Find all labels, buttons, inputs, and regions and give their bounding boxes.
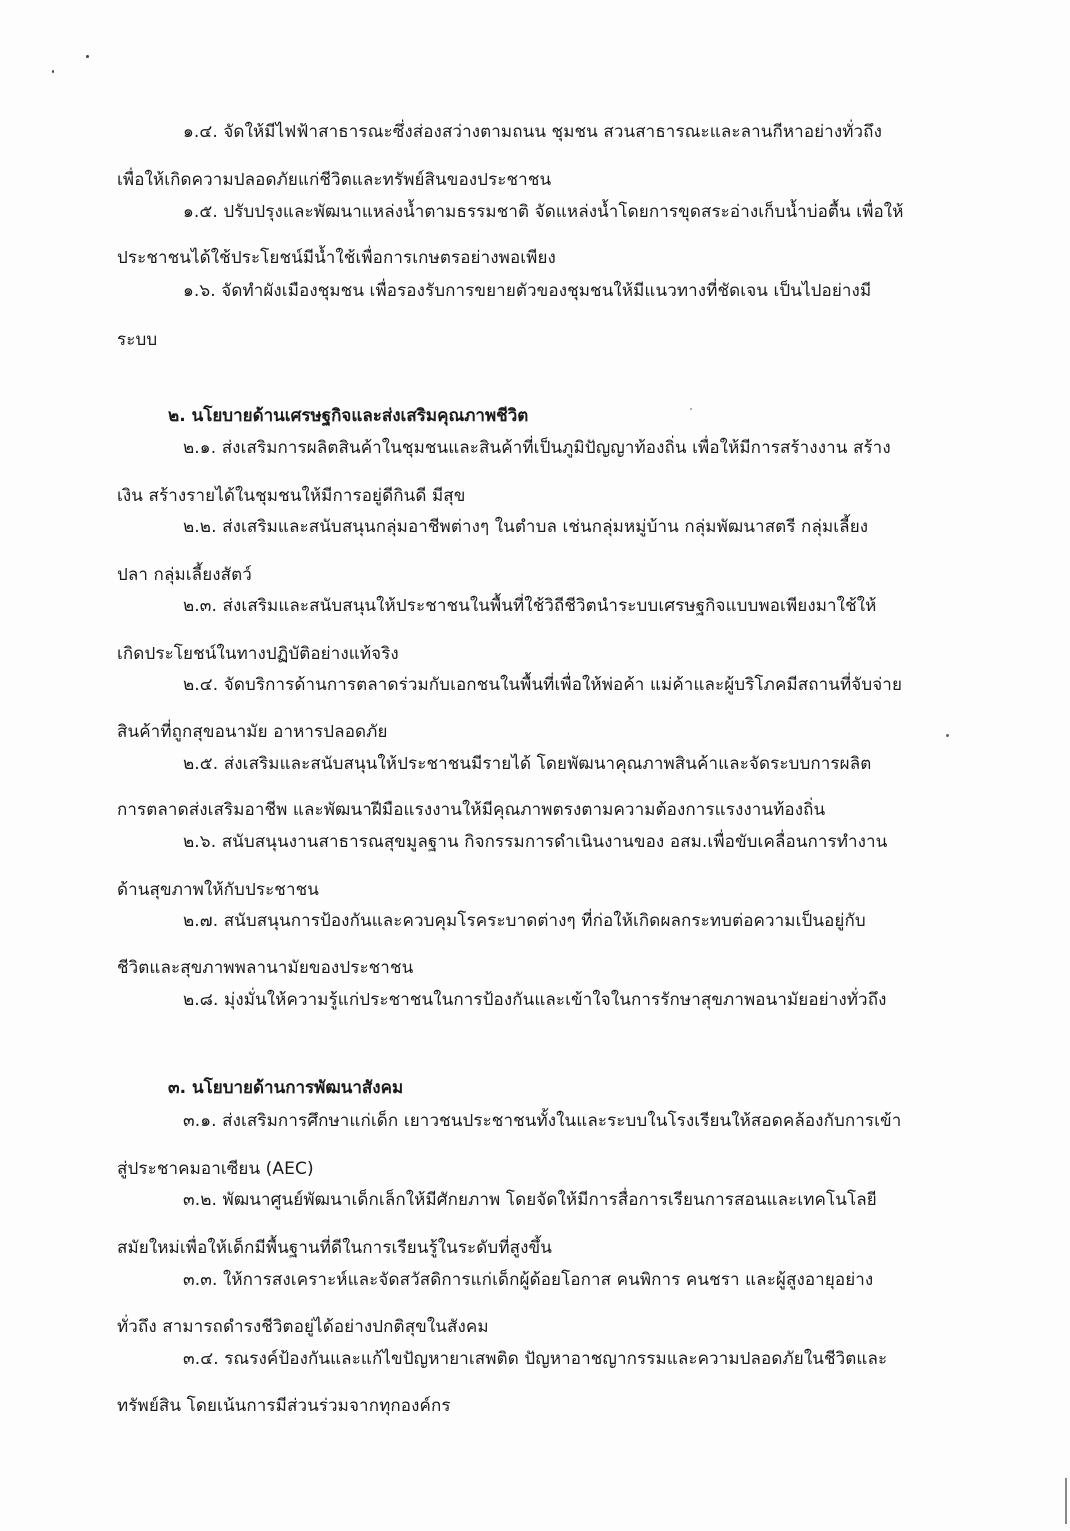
item-2-7-line2: ชีวิตและสุขภาพพลานามัยของประชาชน: [117, 958, 414, 978]
scan-speck: [86, 55, 89, 58]
item-2-5-line1: ๒.๕. ส่งเสริมและสนับสนุนให้ประชาชนมีรายได้ โดยพัฒนาคุณภาพสินค้าและจัดระบบการผลิต: [183, 754, 872, 774]
item-2-2-line1: ๒.๒. ส่งเสริมและสนับสนุนกลุ่มอาชีพต่างๆ ในตำบล เช่นกลุ่มหมู่บ้าน กลุ่มพัฒนาสตรี กลุ่มเลี้ยง: [183, 517, 869, 537]
item-3-1-line2: สู่ประชาคมอาเซียน (AEC): [117, 1159, 314, 1179]
item-3-4-line1: ๓.๔. รณรงค์ป้องกันและแก้ไขปัญหายาเสพติด ปัญหาอาชญากรรมและความปลอดภัยในชีวิตและ: [183, 1349, 888, 1369]
item-2-7-line1: ๒.๗. สนับสนุนการป้องกันและควบคุมโรคระบาดต่างๆ ที่ก่อให้เกิดผลกระทบต่อความเป็นอยู่กับ: [183, 911, 866, 931]
item-2-3-line2: เกิดประโยชน์ในทางปฏิบัติอย่างแท้จริง: [117, 644, 399, 664]
item-2-5-line2: การตลาดส่งเสริมอาชีพ และพัฒนาฝีมือแรงงานให้มีคุณภาพตรงตามความต้องการแรงงานท้องถิ่น: [117, 800, 826, 820]
item-2-6-line1: ๒.๖. สนับสนุนงานสาธารณสุขมูลฐาน กิจกรรมการดำเนินงานของ อสม.เพื่อขับเคลื่อนการทำงาน: [183, 832, 888, 852]
item-2-3-line1: ๒.๓. ส่งเสริมและสนับสนุนให้ประชาชนในพื้นที่ใช้วิถีชีวิตนำระบบเศรษฐกิจแบบพอเพียงมาใช้ให้: [183, 596, 877, 616]
item-1-5-line2: ประชาชนได้ใช้ประโยชน์มีน้ำใช้เพื่อการเกษตรอย่างพอเพียง: [117, 248, 556, 268]
section-2-heading: ๒. นโยบายด้านเศรษฐกิจและส่งเสริมคุณภาพชีวิต: [168, 406, 529, 426]
item-1-5-line1: ๑.๕. ปรับปรุงและพัฒนาแหล่งน้ำตามธรรมชาติ จัดแหล่งน้ำโดยการขุดสระอ่างเก็บน้ำบ่อตื้น เพื่อให้: [183, 202, 904, 222]
item-2-8-line1: ๒.๘. มุ่งมั่นให้ความรู้แก่ประชาชนในการป้องกันและเข้าใจในการรักษาสุขภาพอนามัยอย่างทั่วถึง: [183, 990, 887, 1010]
item-1-6-line2: ระบบ: [117, 330, 158, 350]
item-2-1-line2: เงิน สร้างรายได้ในชุมชนให้มีการอยู่ดีกินดี มีสุข: [117, 486, 466, 506]
scan-speck: [946, 734, 949, 737]
item-3-4-line2: ทรัพย์สิน โดยเน้นการมีส่วนร่วมจากทุกองค์กร: [117, 1396, 451, 1416]
item-3-2-line1: ๓.๒. พัฒนาศูนย์พัฒนาเด็กเล็กให้มีศักยภาพ โดยจัดให้มีการสื่อการเรียนการสอนและเทคโนโลยี: [183, 1190, 877, 1210]
item-1-6-line1: ๑.๖. จัดทำผังเมืองชุมชน เพื่อรองรับการขยายตัวของชุมชนให้มีแนวทางที่ชัดเจน เป็นไปอย่างมี: [183, 281, 872, 301]
item-3-3-line2: ทั่วถึง สามารถดำรงชีวิตอยู่ได้อย่างปกติสุขในสังคม: [117, 1317, 489, 1337]
scan-edge-mark: [1065, 1478, 1067, 1524]
item-2-4-line2: สินค้าที่ถูกสุขอนามัย อาหารปลอดภัย: [117, 722, 388, 742]
scan-speck: [52, 70, 54, 73]
item-1-4-line2: เพื่อให้เกิดความปลอดภัยแก่ชีวิตและทรัพย์สินของประชาชน: [117, 170, 552, 190]
item-2-6-line2: ด้านสุขภาพให้กับประชาชน: [117, 880, 319, 900]
scan-speck: [690, 408, 692, 410]
item-3-2-line2: สมัยใหม่เพื่อให้เด็กมีพื้นฐานที่ดีในการเรียนรู้ในระดับที่สูงขึ้น: [117, 1238, 552, 1258]
item-3-3-line1: ๓.๓. ให้การสงเคราะห์และจัดสวัสดิการแก่เด็กผู้ด้อยโอกาส คนพิการ คนชรา และผู้สูงอายุอย่าง: [183, 1270, 874, 1290]
item-1-4-line1: ๑.๔. จัดให้มีไฟฟ้าสาธารณะซึ่งส่องสว่างตามถนน ชุมชน สวนสาธารณะและลานกีหาอย่างทั่วถึง: [183, 122, 882, 142]
item-2-4-line1: ๒.๔. จัดบริการด้านการตลาดร่วมกับเอกชนในพื้นที่เพื่อให้พ่อค้า แม่ค้าและผู้บริโภคมีสถานที่จับจ่าย: [183, 675, 903, 695]
item-2-1-line1: ๒.๑. ส่งเสริมการผลิตสินค้าในชุมชนและสินค้าที่เป็นภูมิปัญญาท้องถิ่น เพื่อให้มีการสร้างงาน สร้าง: [183, 438, 891, 458]
item-2-2-line2: ปลา กลุ่มเลี้ยงสัตว์: [117, 565, 252, 585]
section-3-heading: ๓. นโยบายด้านการพัฒนาสังคม: [168, 1078, 404, 1098]
item-3-1-line1: ๓.๑. ส่งเสริมการศึกษาแก่เด็ก เยาวชนประชาชนทั้งในและระบบในโรงเรียนให้สอดคล้องกับการเข้า: [183, 1111, 902, 1131]
